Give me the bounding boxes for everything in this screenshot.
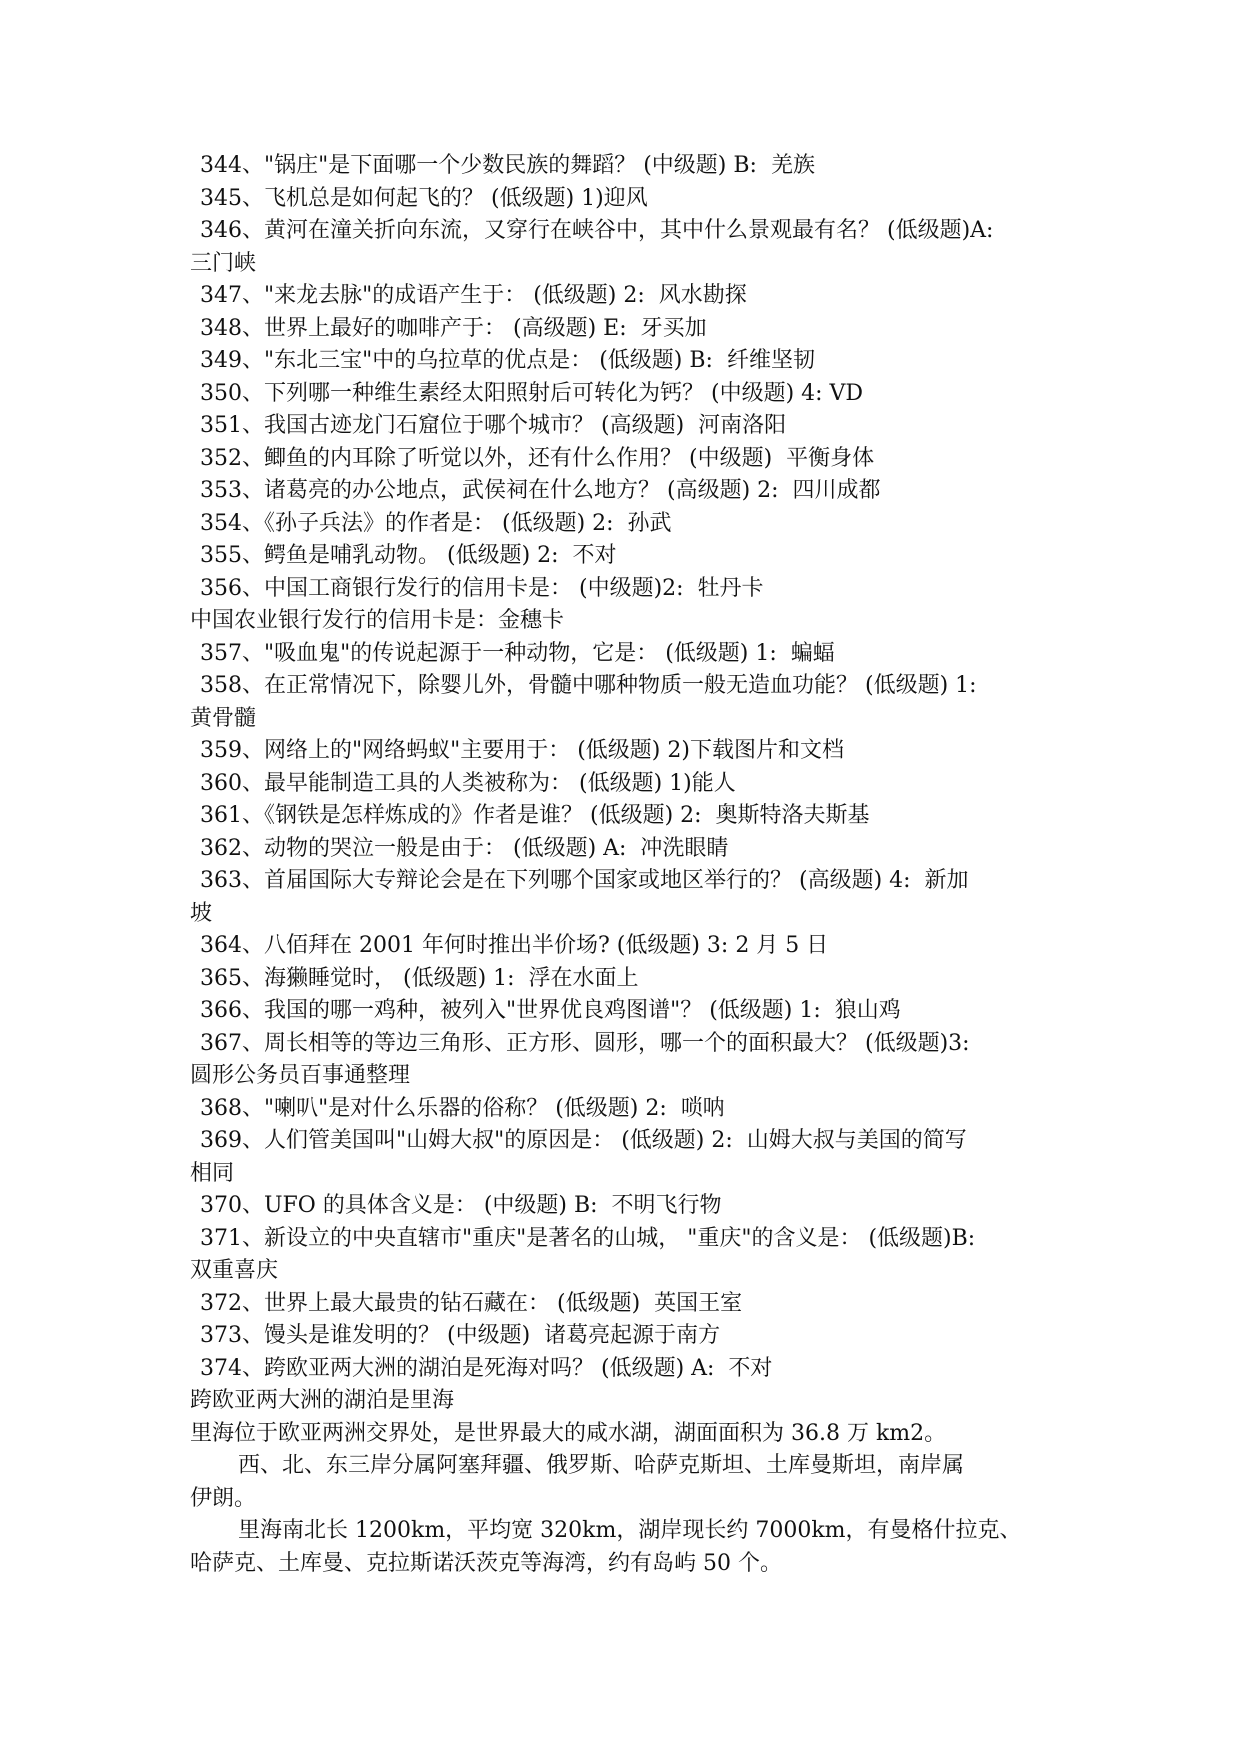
- text-line: 362、动物的哭泣一般是由于： (低级题) A: 冲洗眼睛: [200, 835, 729, 861]
- text-line: 353、诸葛亮的办公地点，武侯祠在什么地方？ (高级题) 2: 四川成都: [200, 478, 881, 503]
- text-line: 相同: [190, 1160, 235, 1186]
- text-line: 黄骨髓: [190, 705, 257, 731]
- text-line: 344、"锅庄"是下面哪一个少数民族的舞蹈？ (中级题) B: 羌族: [200, 153, 815, 178]
- text-line: 367、周长相等的等边三角形、正方形、圆形，哪一个的面积最大？ (低级题)3:: [200, 1030, 970, 1056]
- text-line: 356、中国工商银行发行的信用卡是： (中级题)2: 牡丹卡: [200, 575, 764, 601]
- text-line: 354、《孙子兵法》的作者是： (低级题) 2: 孙武: [200, 510, 672, 536]
- text-line: 西、北、东三岸分属阿塞拜疆、俄罗斯、哈萨克斯坦、土库曼斯坦，南岸属: [238, 1453, 965, 1478]
- text-line: 伊朗。: [190, 1485, 257, 1511]
- text-line: 中国农业银行发行的信用卡是：金穗卡: [190, 608, 565, 633]
- text-line: 350、下列哪一种维生素经太阳照射后可转化为钙？ (中级题) 4: VD: [200, 380, 864, 406]
- text-line: 352、鲫鱼的内耳除了听觉以外，还有什么作用？ (中级题) 平衡身体: [200, 445, 875, 471]
- text-line: 346、黄河在潼关折向东流，又穿行在峡谷中，其中什么景观最有名？ (低级题)A:: [200, 218, 994, 243]
- text-line: 373、馒头是谁发明的？ (中级题) 诸葛亮起源于南方: [200, 1323, 721, 1348]
- text-line: 里海位于欧亚两洲交界处，是世界最大的咸水湖，湖面面积为 36.8 万 km2。: [190, 1420, 947, 1446]
- text-line: 里海南北长 1200km，平均宽 320km，湖岸现长约 7000km，有曼格什拉克、: [238, 1518, 1022, 1543]
- text-line: 双重喜庆: [190, 1258, 279, 1283]
- text-line: 368、"喇叭"是对什么乐器的俗称？ (低级题) 2: 唢呐: [200, 1095, 725, 1121]
- document-page: [190, 150, 1070, 1580]
- text-line: 363、首届国际大专辩论会是在下列哪个国家或地区举行的？ (高级题) 4: 新加: [200, 868, 969, 893]
- text-line: 351、我国古迹龙门石窟位于哪个城市？ (高级题) 河南洛阳: [200, 413, 787, 438]
- text-line: 357、"吸血鬼"的传说起源于一种动物，它是： (低级题) 1: 蝙蝠: [200, 640, 835, 666]
- text-line: 哈萨克、土库曼、克拉斯诺沃茨克等海湾，约有岛屿 50 个。: [190, 1550, 782, 1576]
- text-line: 358、在正常情况下，除婴儿外，骨髓中哪种物质一般无造血功能？ (低级题) 1:: [200, 673, 977, 698]
- text-line: 跨欧亚两大洲的湖泊是里海: [190, 1388, 455, 1413]
- text-line: 371、新设立的中央直辖市"重庆"是著名的山城， "重庆"的含义是： (低级题)B:: [200, 1225, 976, 1251]
- text-line: 364、八佰拜在 2001 年何时推出半价场? (低级题) 3: 2 月 5 日: [200, 933, 829, 958]
- text-line: 圆形公务员百事通整理: [190, 1063, 411, 1088]
- text-line: 370、UFO 的具体含义是： (中级题) B: 不明飞行物: [200, 1193, 722, 1218]
- text-line: 348、世界上最好的咖啡产于： (高级题) E: 牙买加: [200, 315, 707, 341]
- text-line: 361、《钢铁是怎样炼成的》作者是谁？ (低级题) 2: 奥斯特洛夫斯基: [200, 803, 870, 828]
- text-line: 349、"东北三宝"中的乌拉草的优点是： (低级题) B: 纤维坚韧: [200, 348, 815, 373]
- text-line: 347、"来龙去脉"的成语产生于： (低级题) 2: 风水勘探: [200, 283, 747, 308]
- text-line: 369、人们管美国叫"山姆大叔"的原因是： (低级题) 2: 山姆大叔与美国的简写: [200, 1128, 967, 1153]
- text-line: 374、跨欧亚两大洲的湖泊是死海对吗？ (低级题) A: 不对: [200, 1355, 773, 1381]
- text-line: 三门峡: [190, 250, 257, 276]
- text-line: 366、我国的哪一鸡种，被列入"世界优良鸡图谱"？ (低级题) 1: 狼山鸡: [200, 998, 901, 1023]
- document-text: [190, 150, 1070, 1580]
- text-line: 355、鳄鱼是哺乳动物。 (低级题) 2: 不对: [200, 543, 617, 568]
- text-line: 372、世界上最大最贵的钻石藏在： (低级题) 英国王室: [200, 1290, 743, 1316]
- text-line: 359、网络上的"网络蚂蚁"主要用于： (低级题) 2)下载图片和文档: [200, 738, 844, 763]
- text-line: 365、海獭睡觉时， (低级题) 1: 浮在水面上: [200, 965, 639, 991]
- text-line: 坡: [190, 900, 213, 926]
- text-line: 345、飞机总是如何起飞的？ (低级题) 1)迎风: [200, 185, 648, 211]
- text-line: 360、最早能制造工具的人类被称为： (低级题) 1)能人: [200, 770, 736, 796]
